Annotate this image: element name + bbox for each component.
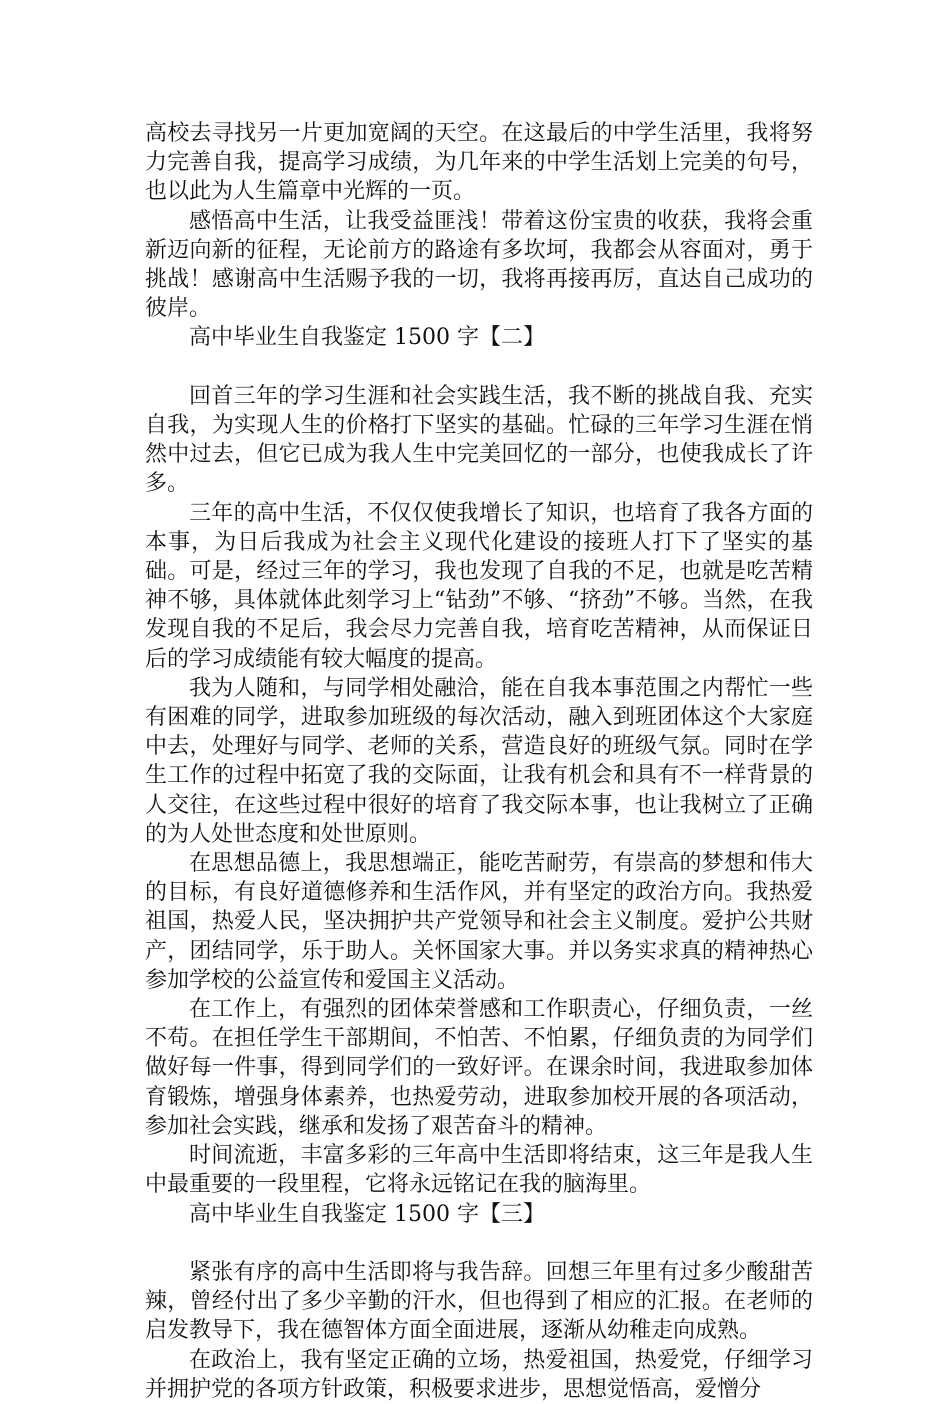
paragraph: 在政治上，我有坚定正确的立场，热爱祖国，热爱党，仔细学习并拥护党的各项方针政策，积极要求进步，思想觉悟高，爱憎分 bbox=[145, 1347, 813, 1402]
paragraph: 我为人随和，与同学相处融洽，能在自我本事范围之内帮忙一些有困难的同学，进取参加班级的每次活动，融入到班团体这个大家庭中去，处理好与同学、老师的关系，营造良好的班级气氛。同时在学生工作的过程中拓宽了我的交际面，让我有机会和具有不一样背景的人交往，在这些过程中很好的培育了我交际本事，也让我树立了正确的为人处世态度和处世原则。 bbox=[145, 675, 813, 847]
paragraph: 在思想品德上，我思想端正，能吃苦耐劳，有崇高的梦想和伟大的目标，有良好道德修养和生活作风，并有坚定的政治方向。我热爱祖国，热爱人民，坚决拥护共产党领导和社会主义制度。爱护公共财产，团结同学，乐于助人。关怀国家大事。并以务实求真的精神热心参加学校的公益宣传和爱国主义活动。 bbox=[145, 851, 813, 993]
document-page bbox=[145, 119, 813, 1404]
section-heading: 高中毕业生自我鉴定 1500 字【三】 bbox=[189, 1201, 545, 1227]
paragraph: 三年的高中生活，不仅仅使我增长了知识，也培育了我各方面的本事，为日后我成为社会主义现代化建设的接班人打下了坚实的基础。可是，经过三年的学习，我也发现了自我的不足，也就是吃苦精神不够，具体就体此刻学习上“钻劲”不够、“挤劲”不够。当然，在我发现自我的不足后，我会尽力完善自我，培育吃苦精神，从而保证日后的学习成绩能有较大幅度的提高。 bbox=[145, 500, 813, 672]
blank-line bbox=[145, 1229, 813, 1258]
paragraph: 感悟高中生活，让我受益匪浅！带着这份宝贵的收获，我将会重新迈向新的征程，无论前方的路途有多坎坷，我都会从容面对，勇于挑战！感谢高中生活赐予我的一切，我将再接再厉，直达自己成功的彼岸。 bbox=[145, 208, 813, 322]
section-heading: 高中毕业生自我鉴定 1500 字【二】 bbox=[189, 325, 545, 351]
paragraph: 回首三年的学习生涯和社会实践生活，我不断的挑战自我、充实自我，为实现人生的价格打下坚实的基础。忙碌的三年学习生涯在悄然中过去，但它已成为我人生中完美回忆的一部分，也使我成长了许多。 bbox=[145, 383, 813, 497]
blank-line bbox=[145, 353, 813, 382]
paragraph: 紧张有序的高中生活即将与我告辞。回想三年里有过多少酸甜苦辣，曾经付出了多少辛勤的汗水，但也得到了相应的汇报。在老师的启发教导下，我在德智体方面全面进展，逐渐从幼稚走向成熟。 bbox=[145, 1259, 813, 1344]
paragraph: 在工作上，有强烈的团体荣誉感和工作职责心，仔细负责，一丝不苟。在担任学生干部期间，不怕苦、不怕累，仔细负责的为同学们做好每一件事，得到同学们的一致好评。在课余时间，我进取参加体育锻炼，增强身体素养，也热爱劳动，进取参加校开展的各项活动，参加社会实践，继承和发扬了艰苦奋斗的精神。 bbox=[145, 997, 813, 1139]
paragraph: 高校去寻找另一片更加宽阔的天空。在这最后的中学生活里，我将努力完善自我，提高学习成绩，为几年来的中学生活划上完美的句号，也以此为人生篇章中光辉的一页。 bbox=[145, 121, 813, 205]
paragraph: 时间流逝，丰富多彩的三年高中生活即将结束，这三年是我人生中最重要的一段里程，它将永远铭记在我的脑海里。 bbox=[145, 1143, 813, 1198]
